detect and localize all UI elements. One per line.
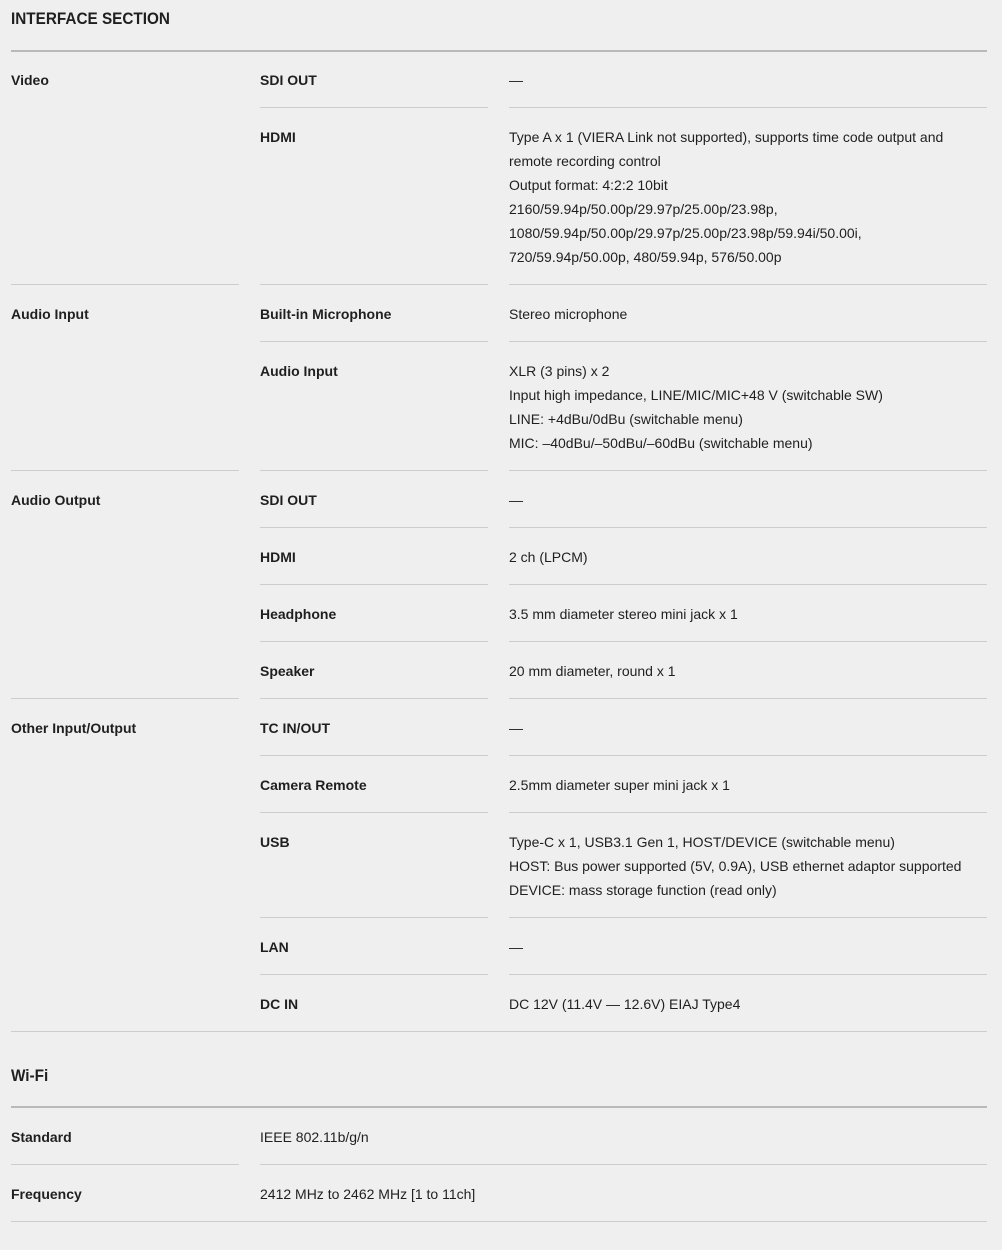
group-label-other-io: Other Input/Output — [11, 720, 137, 736]
row-label-audio-input: Audio Input — [260, 363, 338, 379]
group-divider — [11, 698, 239, 699]
table-bottom-divider — [11, 1031, 987, 1032]
table-bottom-divider — [11, 1221, 987, 1222]
group-label-video: Video — [11, 72, 49, 88]
row-divider — [11, 1164, 239, 1165]
row-divider — [509, 974, 987, 975]
row-label-camera-remote: Camera Remote — [260, 777, 367, 793]
row-divider — [509, 584, 987, 585]
row-value-headphone: 3.5 mm diameter stereo mini jack x 1 — [509, 606, 738, 622]
row-divider — [509, 527, 987, 528]
row-label-tc-in-out: TC IN/OUT — [260, 720, 330, 736]
row-label-video-sdi-out: SDI OUT — [260, 72, 317, 88]
row-divider — [509, 470, 987, 471]
row-value-tc-in-out: — — [509, 720, 523, 736]
row-label-audio-hdmi: HDMI — [260, 549, 296, 565]
row-divider — [260, 527, 488, 528]
row-divider — [260, 107, 488, 108]
row-value-dc-in: DC 12V (11.4V — 12.6V) EIAJ Type4 — [509, 996, 741, 1012]
row-value-audio-hdmi: 2 ch (LPCM) — [509, 549, 588, 565]
row-value-builtin-mic: Stereo microphone — [509, 306, 628, 322]
row-label-video-hdmi: HDMI — [260, 129, 296, 145]
row-divider — [509, 341, 987, 342]
row-label-speaker: Speaker — [260, 663, 315, 679]
group-label-audio-output: Audio Output — [11, 492, 101, 508]
row-label-standard: Standard — [11, 1129, 72, 1145]
row-label-usb: USB — [260, 834, 290, 850]
row-divider — [509, 755, 987, 756]
row-value-video-hdmi: Type A x 1 (VIERA Link not supported), supports time code output and remote recording control Output format: 4:2:2 10bit 2160/59.94p/50.00p/29.97p/25.00p/23.98p, 1080/59.94p/50.00p/29.97p/25.00p/23.98p/59.94i/50.00i, 720/59.94p/50.00p, 480/59.94p, 576/50.00p — [509, 129, 944, 265]
row-divider — [260, 917, 488, 918]
row-divider — [260, 1164, 987, 1165]
row-divider — [260, 698, 488, 699]
row-divider — [260, 341, 488, 342]
section-divider — [11, 1106, 987, 1108]
row-value-frequency: 2412 MHz to 2462 MHz [1 to 11ch] — [260, 1186, 476, 1202]
row-divider — [509, 917, 987, 918]
row-value-standard: IEEE 802.11b/g/n — [260, 1129, 369, 1145]
row-value-audio-sdi-out: — — [509, 492, 523, 508]
row-divider — [260, 641, 488, 642]
row-label-audio-sdi-out: SDI OUT — [260, 492, 317, 508]
row-divider — [260, 974, 488, 975]
row-value-camera-remote: 2.5mm diameter super mini jack x 1 — [509, 777, 730, 793]
group-label-audio-input: Audio Input — [11, 306, 89, 322]
row-value-speaker: 20 mm diameter, round x 1 — [509, 663, 676, 679]
row-divider — [260, 812, 488, 813]
wifi-section-title: Wi-Fi — [11, 1066, 49, 1085]
row-divider — [260, 284, 488, 285]
row-label-dc-in: DC IN — [260, 996, 299, 1012]
row-label-builtin-mic: Built-in Microphone — [260, 306, 392, 322]
row-label-frequency: Frequency — [11, 1186, 82, 1202]
row-divider — [509, 284, 987, 285]
row-divider — [509, 698, 987, 699]
row-divider — [509, 641, 987, 642]
section-divider — [11, 50, 987, 52]
group-divider — [11, 470, 239, 471]
row-divider — [260, 755, 488, 756]
row-value-video-sdi-out: — — [509, 72, 523, 88]
row-label-headphone: Headphone — [260, 606, 337, 622]
row-divider — [509, 107, 987, 108]
row-divider — [260, 584, 488, 585]
row-value-audio-input: XLR (3 pins) x 2 Input high impedance, LINE/MIC/MIC+48 V (switchable SW) LINE: +4dBu/0dBu (switchable menu) MIC: –40dBu/–50dBu/–60dBu (switchable menu) — [509, 363, 883, 451]
interface-section-title: INTERFACE SECTION — [11, 9, 170, 28]
row-divider — [509, 812, 987, 813]
row-value-lan: — — [509, 939, 523, 955]
row-divider — [260, 470, 488, 471]
group-divider — [11, 284, 239, 285]
row-value-usb: Type-C x 1, USB3.1 Gen 1, HOST/DEVICE (switchable menu) HOST: Bus power supported (5V, 0.9A), USB ethernet adaptor supported DEVICE: mass storage function (read only) — [509, 834, 962, 898]
row-label-lan: LAN — [260, 939, 289, 955]
